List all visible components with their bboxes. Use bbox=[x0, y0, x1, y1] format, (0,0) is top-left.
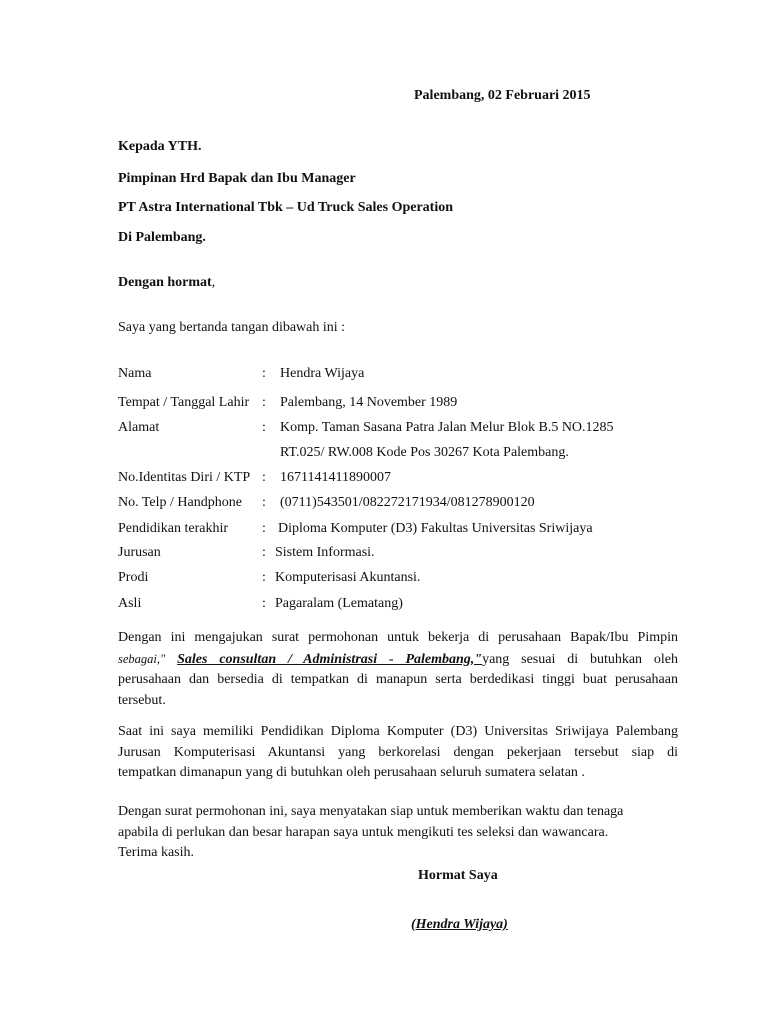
paragraph-line: Dengan ini mengajukan surat permohonan untuk bekerja di perusahaan Bapak/Ibu Pimpin bbox=[118, 630, 678, 645]
paragraph-line: Terima kasih. bbox=[118, 845, 194, 860]
closing-greeting: Hormat Saya bbox=[418, 868, 498, 883]
field-label: No.Identitas Diri / KTP bbox=[118, 470, 251, 485]
position-prefix: sebagai," bbox=[118, 651, 166, 666]
field-label: No. Telp / Handphone bbox=[118, 495, 242, 510]
field-value: (0711)543501/082272171934/081278900120 bbox=[280, 495, 535, 510]
intro-line: Saya yang bertanda tangan dibawah ini : bbox=[118, 320, 346, 335]
paragraph-line: perusahaan dan bersedia di tempatkan di manapun serta berdedikasi tinggi buat perusahaan bbox=[118, 672, 678, 687]
field-row-alamat bbox=[118, 420, 678, 442]
field-colon: : bbox=[262, 521, 266, 536]
field-colon: : bbox=[262, 395, 266, 410]
field-colon: : bbox=[262, 420, 266, 435]
signature-name: (Hendra Wijaya) bbox=[411, 917, 508, 932]
field-label: Prodi bbox=[118, 570, 149, 585]
field-label: Pendidikan terakhir bbox=[118, 521, 229, 536]
field-row-ttl bbox=[118, 395, 678, 417]
field-value: Komputerisasi Akuntansi. bbox=[275, 570, 421, 585]
position-suffix: yang sesuai di butuhkan oleh bbox=[482, 651, 679, 667]
paragraph-closing bbox=[118, 802, 678, 864]
field-row-telp bbox=[118, 495, 678, 517]
field-label: Nama bbox=[118, 366, 152, 381]
field-row-asli bbox=[118, 596, 678, 618]
field-row-ktp bbox=[118, 470, 678, 492]
paragraph-application bbox=[118, 628, 678, 711]
paragraph-line: Jurusan Komputerisasi Akuntansi yang berkorelasi dengan pekerjaan tersebut siap di bbox=[118, 744, 678, 760]
field-row-alamat-2 bbox=[118, 445, 678, 467]
field-value: Hendra Wijaya bbox=[280, 366, 365, 381]
paragraph-line bbox=[118, 649, 678, 671]
paragraph-line: tersebut. bbox=[118, 692, 166, 708]
field-label: Asli bbox=[118, 596, 142, 611]
field-value: Pagaralam (Lematang) bbox=[275, 596, 403, 611]
place-date: Palembang, 02 Februari 2015 bbox=[414, 88, 591, 103]
paragraph-line: Saat ini saya memiliki Pendidikan Diploma Komputer (D3) Universitas Sriwijaya Palembang bbox=[118, 724, 678, 739]
salutation bbox=[118, 275, 215, 291]
paragraph-line: tempatkan dimanapun yang di butuhkan oleh perusahaan seluruh sumatera selatan . bbox=[118, 765, 585, 780]
field-value: Komp. Taman Sasana Patra Jalan Melur Blok B.5 NO.1285 bbox=[280, 420, 614, 435]
recipient-line-3: Di Palembang. bbox=[118, 230, 206, 245]
field-row-nama bbox=[118, 366, 678, 388]
salutation-comma: , bbox=[211, 275, 216, 290]
field-label: Jurusan bbox=[118, 545, 161, 560]
paragraph-education bbox=[118, 722, 678, 784]
field-value: 1671141411890007 bbox=[280, 470, 391, 485]
position-applied: Sales consultan / Administrasi - Palembang," bbox=[177, 651, 483, 667]
field-value: Palembang, 14 November 1989 bbox=[280, 395, 458, 410]
paragraph-line: Dengan surat permohonan ini, saya menyatakan siap untuk memberikan waktu dan tenaga bbox=[118, 804, 624, 819]
paragraph-line: apabila di perlukan dan besar harapan saya untuk mengikuti tes seleksi dan wawancara. bbox=[118, 824, 609, 840]
field-colon: : bbox=[262, 366, 266, 381]
field-value-continued: RT.025/ RW.008 Kode Pos 30267 Kota Palembang. bbox=[280, 445, 569, 460]
field-row-pendidikan bbox=[118, 521, 678, 543]
field-value: Diploma Komputer (D3) Fakultas Universitas Sriwijaya bbox=[278, 521, 593, 536]
to-line: Kepada YTH. bbox=[118, 139, 202, 154]
field-colon: : bbox=[262, 545, 266, 560]
field-value: Sistem Informasi. bbox=[275, 545, 375, 560]
salutation-text: Dengan hormat bbox=[118, 275, 212, 290]
field-colon: : bbox=[262, 570, 266, 585]
field-colon: : bbox=[262, 495, 266, 510]
field-colon: : bbox=[262, 470, 266, 485]
field-colon: : bbox=[262, 596, 266, 611]
field-label: Tempat / Tanggal Lahir bbox=[118, 395, 250, 410]
field-label: Alamat bbox=[118, 420, 160, 435]
field-row-jurusan bbox=[118, 545, 678, 567]
recipient-line-1: Pimpinan Hrd Bapak dan Ibu Manager bbox=[118, 171, 356, 186]
field-row-prodi bbox=[118, 570, 678, 592]
recipient-line-2: PT Astra International Tbk – Ud Truck Sales Operation bbox=[118, 200, 454, 215]
